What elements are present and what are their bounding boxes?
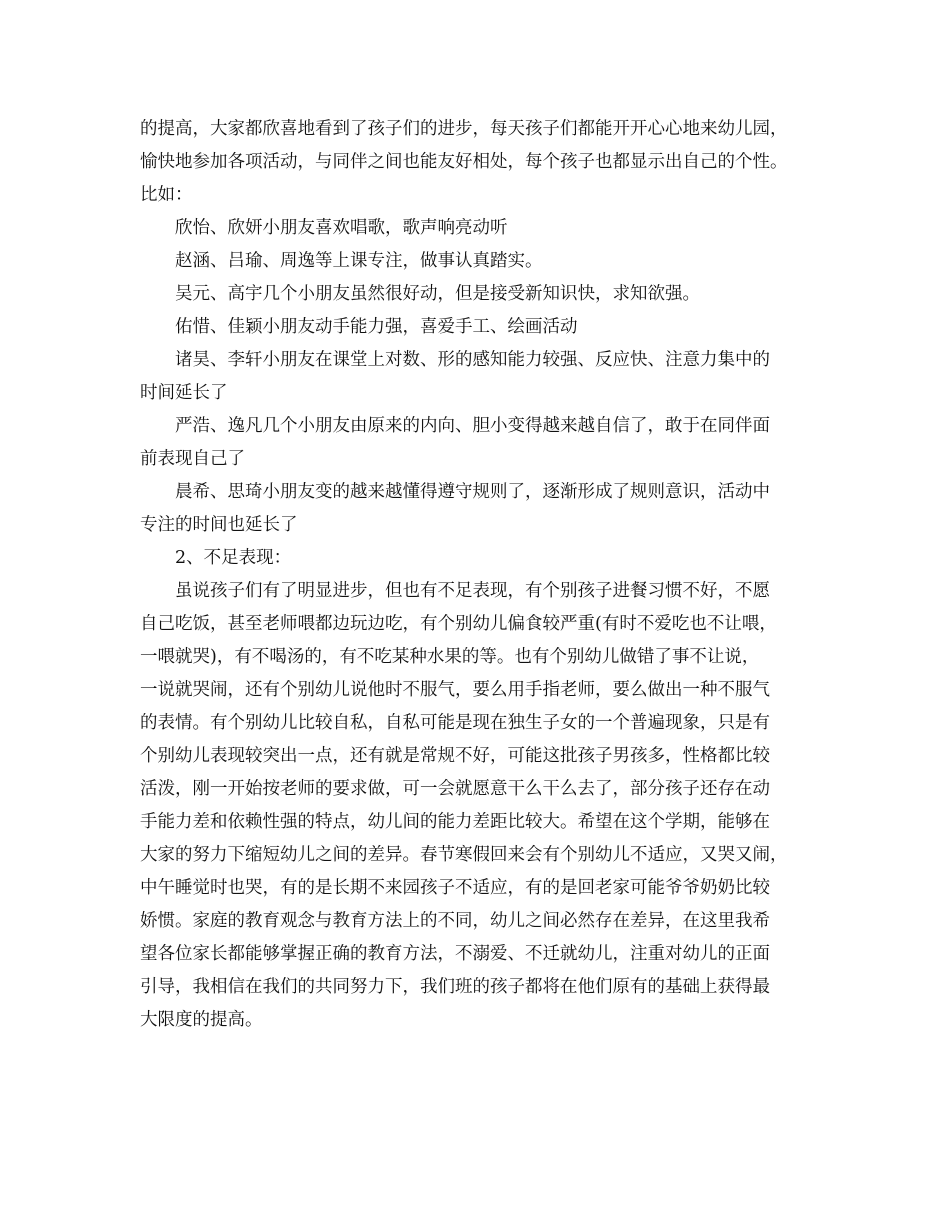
text-line: 佑惜、佳颖小朋友动手能力强，喜爱手工、绘画活动 — [175, 317, 578, 337]
text-line: 虽说孩子们有了明显进步，但也有不足表现，有个别孩子进餐习惯不好，不愿 — [175, 581, 770, 601]
text-line: 娇惯。家庭的教育观念与教育方法上的不同，幼儿之间必然存在差异，在这里我希 — [140, 911, 770, 931]
text-line: 引导，我相信在我们的共同努力下，我们班的孩子都将在他们原有的基础上获得最 — [140, 977, 770, 997]
text-line: 晨希、思琦小朋友变的越来越懂得遵守规则了，逐渐形成了规则意识，活动中 — [175, 482, 770, 502]
text-line: 2、不足表现： — [175, 548, 292, 568]
text-line: 一说就哭闹，还有个别幼儿说他时不服气，要么用手指老师，要么做出一种不服气 — [140, 680, 770, 700]
text-line: 手能力差和依赖性强的特点，幼儿间的能力差距比较大。希望在这个学期，能够在 — [140, 812, 770, 832]
text-line: 的表情。有个别幼儿比较自私，自私可能是现在独生子女的一个普遍现象，只是有 — [140, 713, 770, 733]
body-text — [140, 113, 830, 1037]
text-line: 望各位家长都能够掌握正确的教育方法，不溺爱、不迁就幼儿，注重对幼儿的正面 — [140, 944, 770, 964]
text-line: 大家的努力下缩短幼儿之间的差异。春节寒假回来会有个别幼儿不适应，又哭又闹， — [140, 845, 788, 865]
text-line: 中午睡觉时也哭，有的是长期不来园孩子不适应，有的是回老家可能爷爷奶奶比较 — [140, 878, 770, 898]
text-line: 诸昊、李轩小朋友在课堂上对数、形的感知能力较强、反应快、注意力集中的 — [175, 350, 770, 370]
text-line: 个别幼儿表现较突出一点，还有就是常规不好，可能这批孩子男孩多，性格都比较 — [140, 746, 770, 766]
text-line: 赵涵、吕瑜、周逸等上课专注，做事认真踏实。 — [175, 251, 543, 271]
text-line: 愉快地参加各项活动，与同伴之间也能友好相处，每个孩子也都显示出自己的个性。 — [140, 152, 788, 172]
text-line: 大限度的提高。 — [140, 1010, 263, 1030]
text-line: 前表现自己了 — [140, 449, 245, 469]
text-line: 欣怡、欣妍小朋友喜欢唱歌，歌声响亮动听 — [175, 218, 508, 238]
text-line: 严浩、逸凡几个小朋友由原来的内向、胆小变得越来越自信了，敢于在同伴面 — [175, 416, 770, 436]
text-line: 自己吃饭，甚至老师喂都边玩边吃，有个别幼儿偏食较严重(有时不爱吃也不让喂， — [140, 614, 777, 634]
text-line: 专注的时间也延长了 — [140, 515, 298, 535]
text-line: 活泼，刚一开始按老师的要求做，可一会就愿意干么干么去了，部分孩子还存在动 — [140, 779, 770, 799]
text-line: 的提高，大家都欣喜地看到了孩子们的进步，每天孩子们都能开开心心地来幼儿园， — [140, 119, 788, 139]
text-line: 一喂就哭)，有不喝汤的，有不吃某种水果的等。也有个别幼儿做错了事不让说， — [140, 647, 760, 667]
text-line: 比如： — [140, 185, 193, 205]
text-line: 时间延长了 — [140, 383, 228, 403]
text-line: 吴元、高宇几个小朋友虽然很好动，但是接受新知识快，求知欲强。 — [175, 284, 700, 304]
